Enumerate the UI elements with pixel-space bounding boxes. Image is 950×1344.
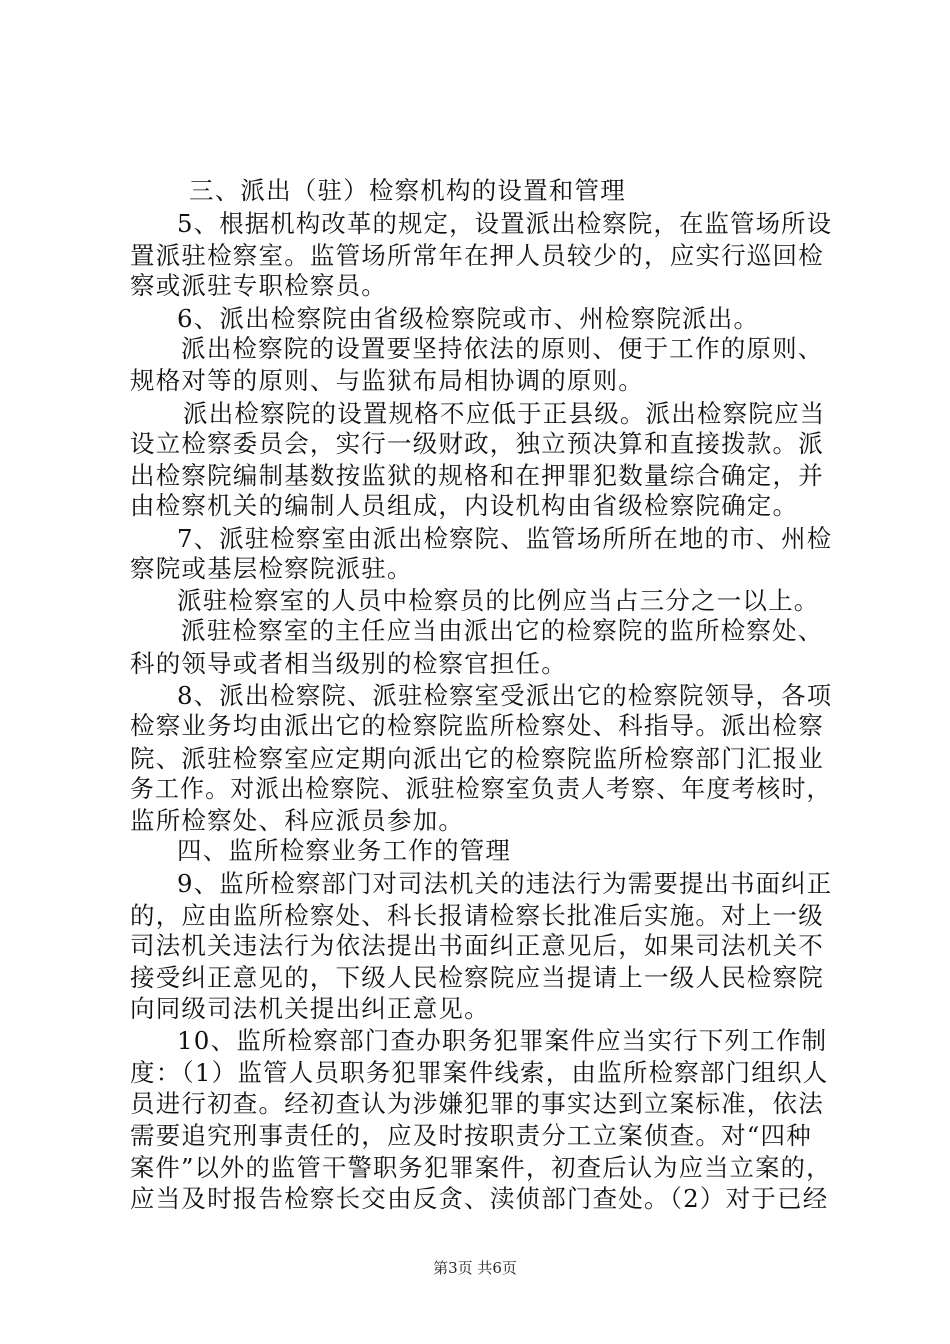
paragraph-line: 8、派出检察院、派驻检察室受派出它的检察院领导，各项 — [177, 681, 833, 710]
paragraph-line: 司法机关违法行为依法提出书面纠正意见后，如果司法机关不 — [130, 931, 824, 960]
paragraph-line: 9、监所检察部门对司法机关的违法行为需要提出书面纠正 — [177, 869, 833, 898]
paragraph-line: 由检察机关的编制人员组成，内设机构由省级检察院确定。 — [130, 491, 799, 520]
paragraph-line: 向同级司法机关提出纠正意见。 — [130, 994, 490, 1023]
paragraph-line: 检察业务均由派出它的检察院监所检察处、科指导。派出检察 — [130, 711, 824, 740]
paragraph-line: 察院或基层检察院派驻。 — [130, 554, 413, 583]
paragraph-line: 出检察院编制基数按监狱的规格和在押罪犯数量综合确定，并 — [130, 461, 824, 490]
paragraph-line: 员进行初查。经初查认为涉嫌犯罪的事实达到立案标准，依法 — [130, 1089, 824, 1118]
paragraph-line: 规格对等的原则、与监狱布局相协调的原则。 — [130, 366, 644, 395]
paragraph-line: 派出检察院的设置要坚持依法的原则、便于工作的原则、 — [181, 334, 824, 363]
paragraph-line: 5、根据机构改革的规定，设置派出检察院，在监管场所设 — [177, 209, 833, 238]
paragraph-line: 需要追究刑事责任的，应及时按职责分工立案侦查。对“四种 — [130, 1121, 812, 1150]
paragraph-line: 案件”以外的监管干警职务犯罪案件，初查后认为应当立案的， — [130, 1153, 832, 1182]
paragraph-line: 置派驻检察室。监管场所常年在押人员较少的，应实行巡回检 — [130, 241, 824, 270]
paragraph-line: 察或派驻专职检察员。 — [130, 271, 387, 300]
page-number-footer: 第3页 共6页 — [433, 1259, 517, 1277]
paragraph-line: 监所检察处、科应派员参加。 — [130, 806, 465, 835]
paragraph-line: 科的领导或者相当级别的检察官担任。 — [130, 649, 567, 678]
paragraph-line: 派出检察院的设置规格不应低于正县级。派出检察院应当 — [183, 399, 826, 428]
paragraph-line: 务工作。对派出检察院、派驻检察室负责人考察、年度考核时， — [130, 774, 832, 803]
paragraph-line: 10、监所检察部门查办职务犯罪案件应当实行下列工作制 — [177, 1026, 828, 1055]
paragraph-line: 设立检察委员会，实行一级财政，独立预决算和直接拨款。派 — [130, 429, 824, 458]
section-heading: 三、派出（驻）检察机构的设置和管理 — [189, 176, 626, 205]
paragraph-line: 6、派出检察院由省级检察院或市、州检察院派出。 — [177, 304, 760, 333]
paragraph-line: 应当及时报告检察长交由反贪、渎侦部门查处。（2）对于已经 — [130, 1184, 829, 1213]
paragraph-line: 7、派驻检察室由派出检察院、监管场所所在地的市、州检 — [177, 524, 833, 553]
paragraph-line: 接受纠正意见的，下级人民检察院应当提请上一级人民检察院 — [130, 963, 824, 992]
paragraph-line: 的，应由监所检察处、科长报请检察长批准后实施。对上一级 — [130, 901, 824, 930]
paragraph-line: 院、派驻检察室应定期向派出它的检察院监所检察部门汇报业 — [130, 744, 824, 773]
paragraph-line: 度：（1）监管人员职务犯罪案件线索，由监所检察部门组织人 — [130, 1058, 829, 1087]
paragraph-line: 派驻检察室的人员中检察员的比例应当占三分之一以上。 — [177, 586, 820, 615]
paragraph-line: 派驻检察室的主任应当由派出它的检察院的监所检察处、 — [181, 616, 824, 645]
section-heading: 四、监所检察业务工作的管理 — [177, 836, 512, 865]
